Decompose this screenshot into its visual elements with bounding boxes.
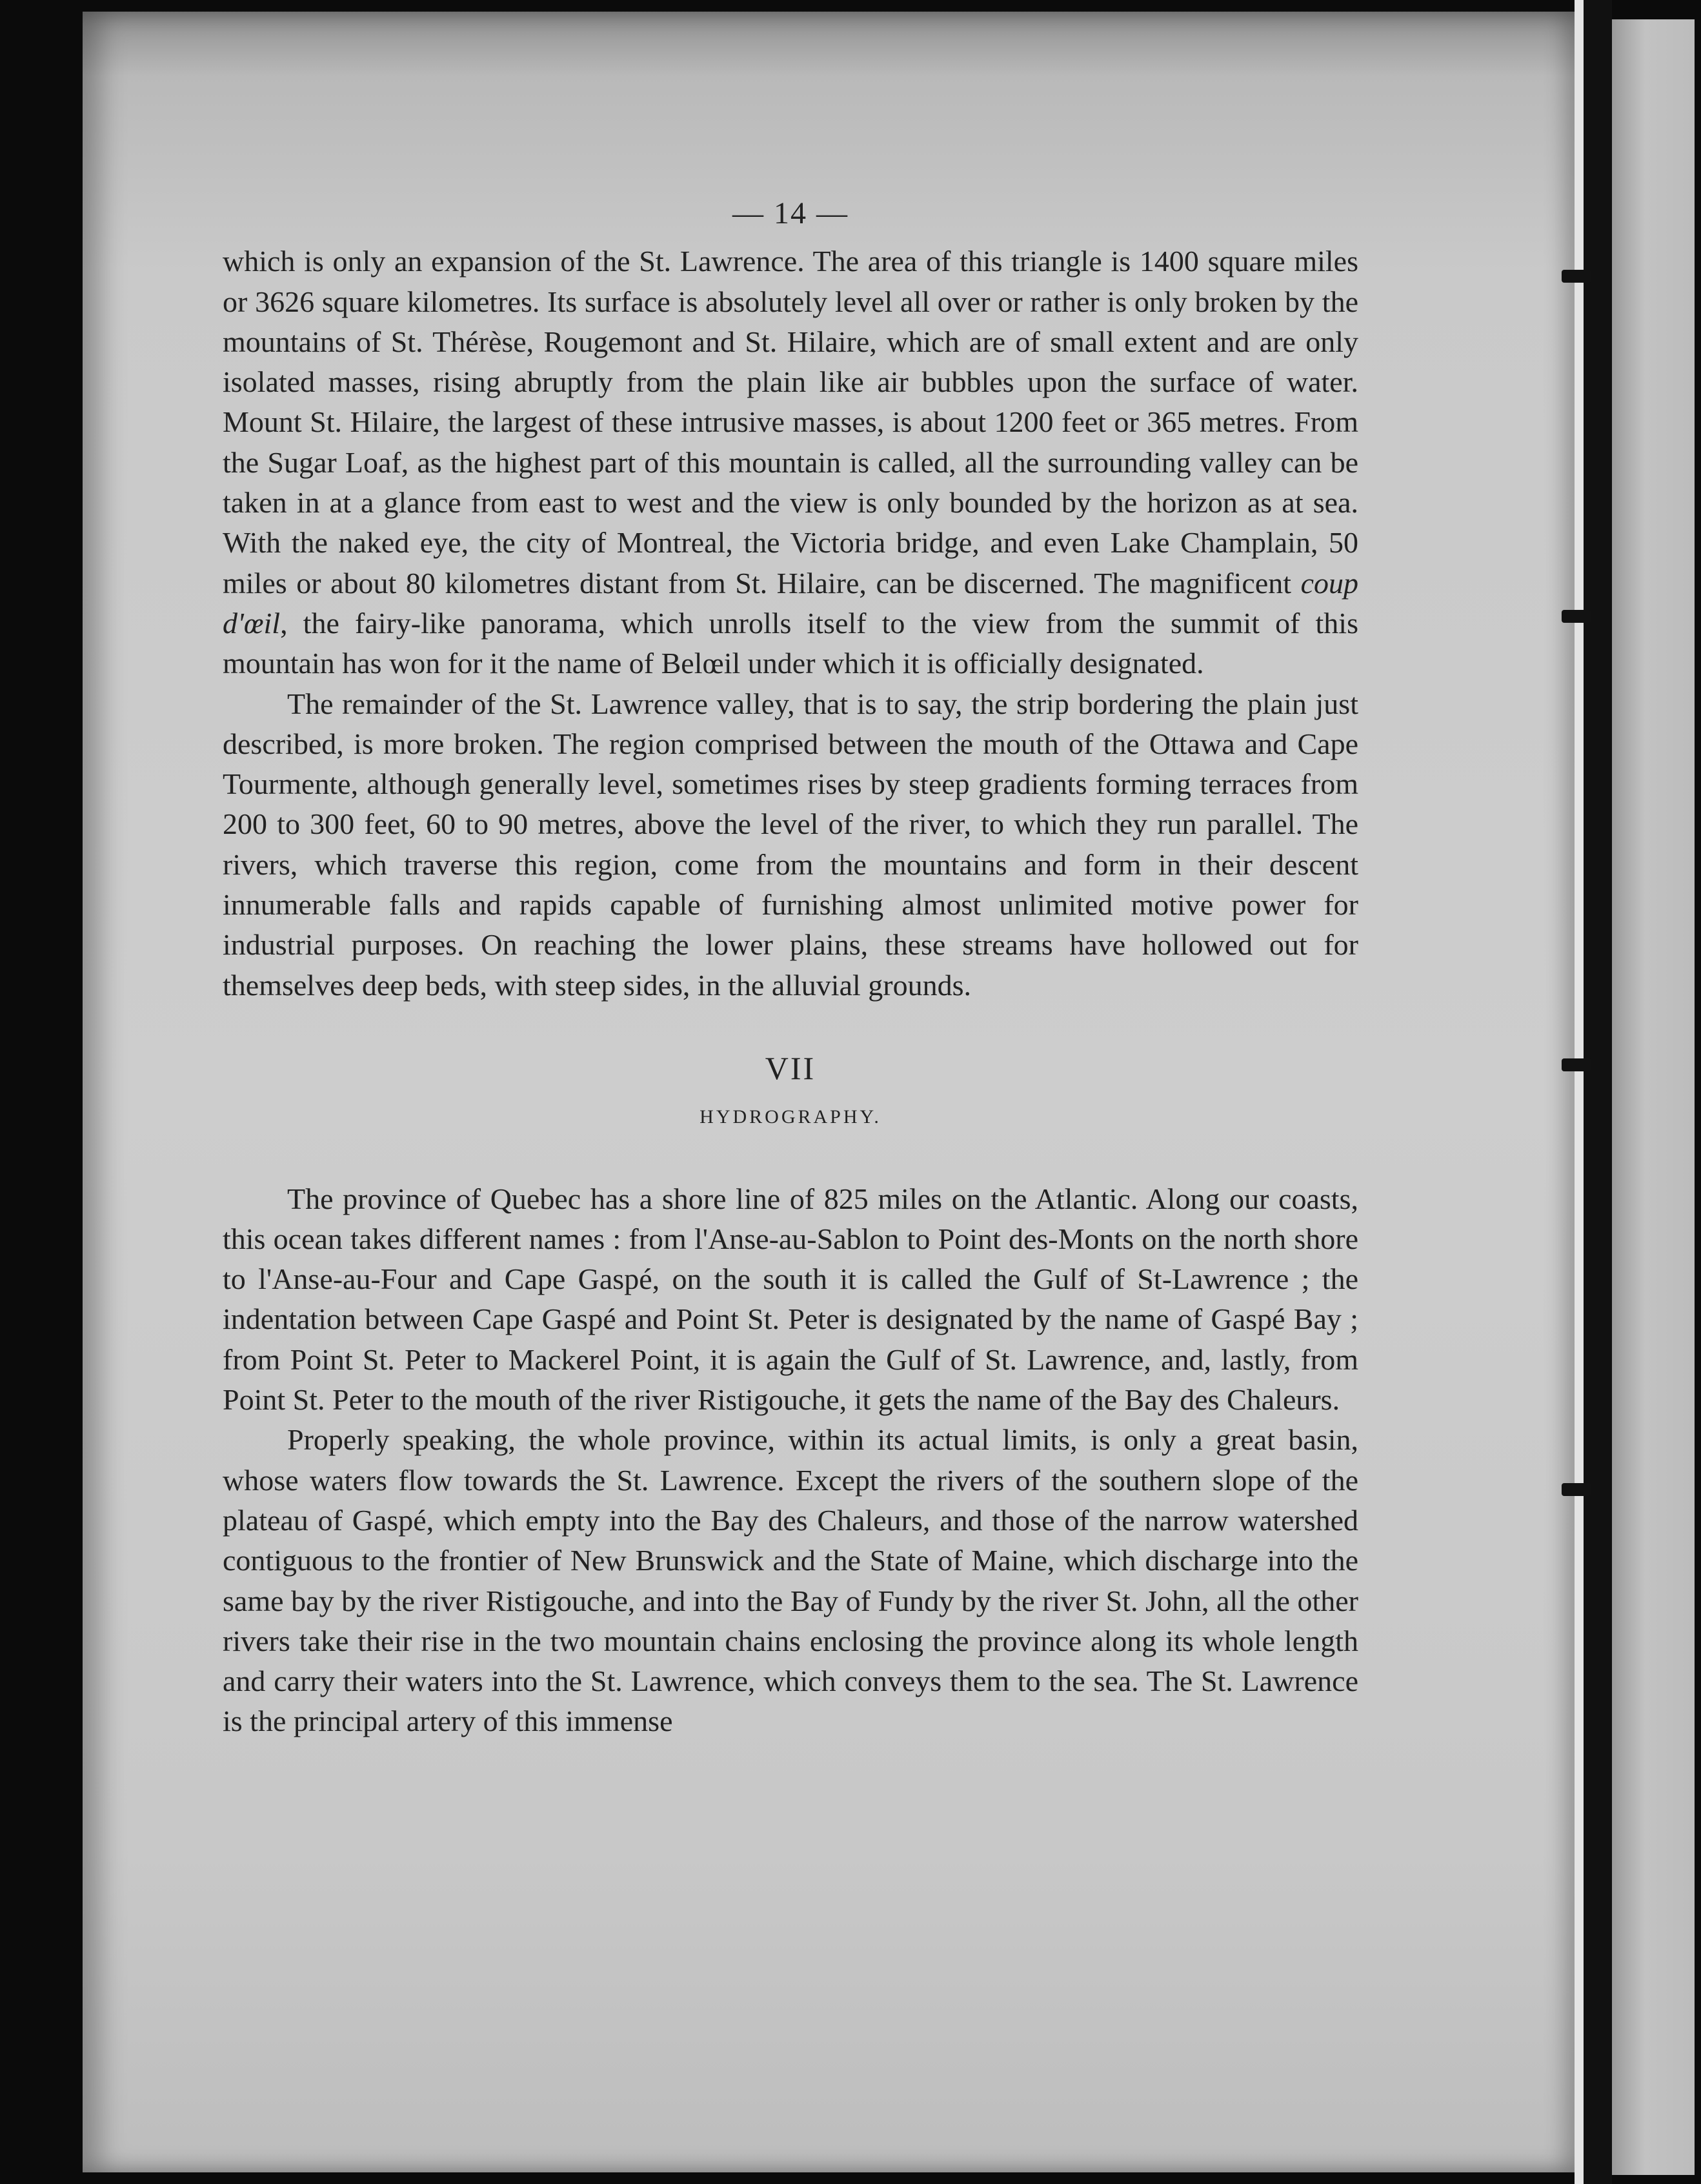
page-edge bbox=[1575, 0, 1584, 2184]
page-number: — 14 — bbox=[732, 196, 849, 230]
paragraph-3: The province of Quebec has a shore line of 825 miles on the Atlantic. Along our coasts, this ocean takes different names : from l'Anse-au-Sablon to Point des-Monts on the north shore to l'Anse-au-Four and Cape Gaspé, on the south it is called the Gulf of St-Lawrence ; the indentation between Cape Gaspé and Point St. Peter is designated by the name of Gaspé Bay ; from Point St. Peter to Mackerel Point, it is again the Gulf of St. Lawrence, and, lastly, from Point St. Peter to the mouth of the river Ristigouche, it gets the name of the Bay des Chaleurs. bbox=[223, 1182, 1358, 1417]
binding-clip bbox=[1562, 1058, 1591, 1071]
paragraph-1-part-1: which is only an expansion of the St. Lawrence. The area of this triangle is 1400 square miles or 3626 square kilometres. Its surface is absolutely level all over or rather is only broken by the mountains of St. Thérèse, Rougemont and St. Hilaire, which are of small extent and are only isolated masses, rising abruptly from the plain like air bubbles upon the surface of water. Mount St. Hilaire, the largest of these intrusive masses, is about 1200 feet or 365 metres. From the Sugar Loaf, as the highest part of this mountain is called, all the surrounding valley can be taken in at a glance from east to west and the view is only bounded by the horizon as at sea. With the naked eye, the city of Montreal, the Victoria bridge, and even Lake Champlain, 50 miles or about 80 kilometres distant from St. Hilaire, can be discerned. The magnificent bbox=[223, 245, 1358, 600]
coup-doeil-italic: coup d'œil bbox=[223, 566, 1358, 640]
adjacent-page-edge bbox=[1612, 19, 1695, 2175]
binding-clip bbox=[1562, 1483, 1591, 1496]
binding-clip bbox=[1562, 270, 1591, 283]
section-number: VII bbox=[765, 1049, 816, 1086]
binding-clip bbox=[1562, 610, 1591, 623]
binding-gap bbox=[1584, 0, 1612, 2184]
paragraph-2: The remainder of the St. Lawrence valley, that is to say, the strip bordering the plain just described, is more broken. The region comprised between the mouth of the Ottawa and Cape Tourmente, although generally level, sometimes rises by steep gradients forming terraces from 200 to 300 feet, 60 to 90 metres, above the level of the river, to which they run parallel. The rivers, which traverse this region, come from the mountains and form in their descent innumerable falls and rapids capable of furnishing almost unlimited motive power for industrial purposes. On reaching the lower plains, these streams have hollowed out for themselves deep beds, with steep sides, in the alluvial grounds. bbox=[223, 687, 1358, 1002]
paragraph-1-part-2: , the fairy-like panorama, which unrolls itself to the view from the summit of this mountain has won for it the name of Belœil under which it is officially designated. bbox=[223, 606, 1358, 680]
section-title: HYDROGRAPHY. bbox=[700, 1106, 881, 1128]
page-text bbox=[223, 194, 1358, 1742]
paragraph-4: Properly speaking, the whole province, within its actual limits, is only a great basin, whose waters flow towards the St. Lawrence. Except the rivers of the southern slope of the plateau of Gaspé, which empty into the Bay des Chaleurs, and those of the narrow watershed contiguous to the frontier of New Brunswick and the State of Maine, which discharge into the same bay by the river Ristigouche, and into the Bay of Fundy by the river St. John, all the other rivers take their rise in the two mountain chains enclosing the province along its whole length and carry their waters into the St. Lawrence, which conveys them to the sea. The St. Lawrence is the principal artery of this immense bbox=[223, 1423, 1358, 1738]
paragraph-1 bbox=[223, 241, 1358, 683]
